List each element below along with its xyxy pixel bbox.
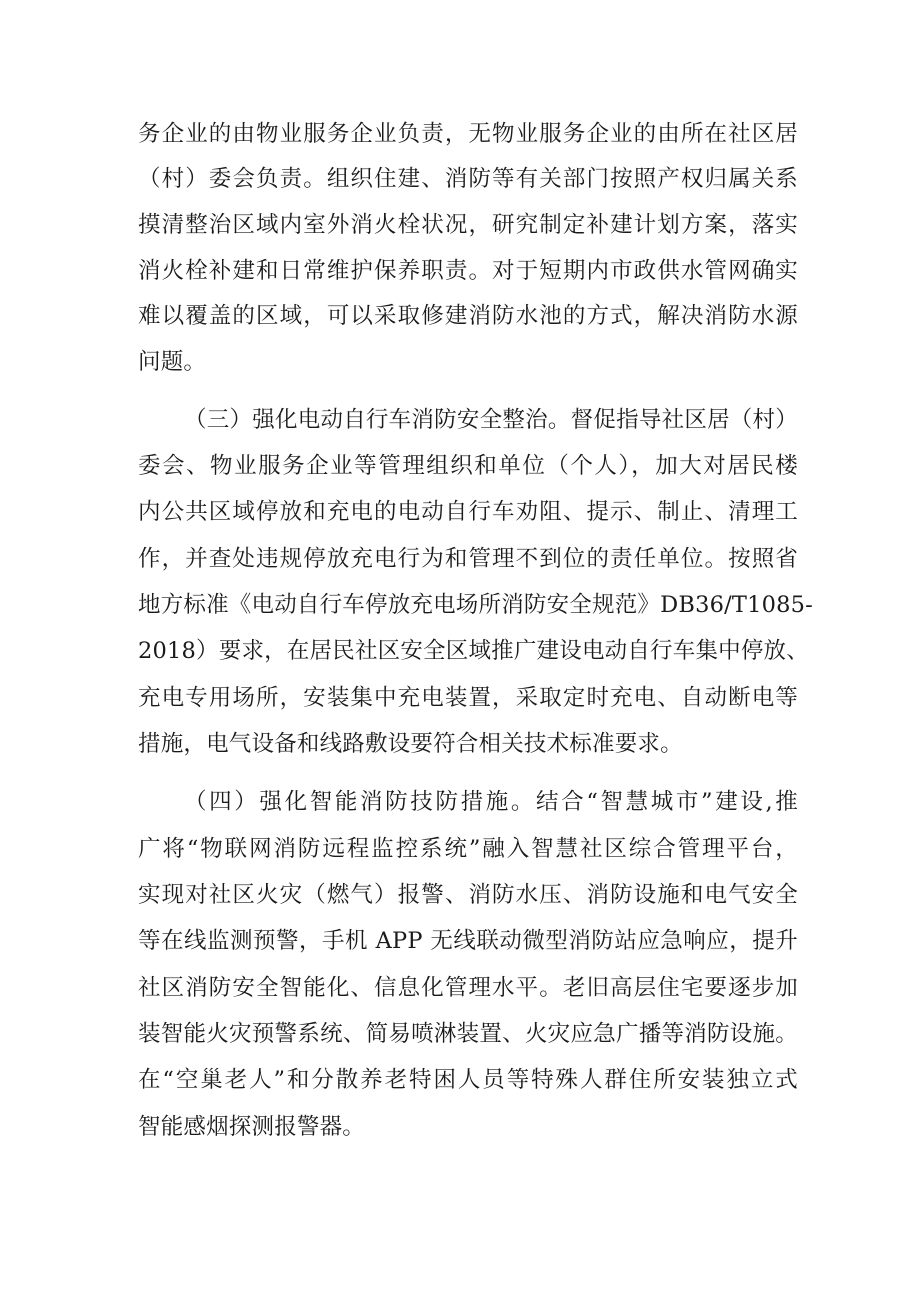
text-line: 难以覆盖的区域，可以采取修建消防水池的方式，解决消防水源 [138,303,798,329]
text-line: 内公共区域停放和充电的电动自行车劝阻、提示、制止、清理工 [138,499,798,525]
text-line: 充电专用场所，安装集中充电装置，采取定时充电、自动断电等 [138,685,798,711]
text-line: 摸清整治区域内室外消火栓状况，研究制定补建计划方案，落实 [138,212,798,238]
text-line: 问题。 [138,349,207,375]
text-line: 广将“物联网消防远程监控系统”融入智慧社区综合管理平台， [138,836,798,862]
text-line: 地方标准《电动自行车停放充电场所消防安全规范》DB36/T1085- [138,592,813,618]
text-line: 实现对社区火灾（燃气）报警、消防水压、消防设施和电气安全 [138,882,798,908]
text-line: 消火栓补建和日常维护保养职责。对于短期内市政供水管网确实 [138,258,798,284]
text-line: 委会、物业服务企业等管理组织和单位（个人），加大对居民楼 [138,453,798,479]
text-line: 2018）要求，在居民社区安全区域推广建设电动自行车集中停放、 [138,638,809,664]
text-line: 作，并查处违规停放充电行为和管理不到位的责任单位。按照省 [138,546,798,572]
text-line: 社区消防安全智能化、信息化管理水平。老旧高层住宅要逐步加 [138,975,798,1001]
text-line: 在“空巢老人”和分散养老特困人员等特殊人群住所安装独立式 [138,1067,798,1093]
text-line: 智能感烟探测报警器。 [138,1114,366,1140]
text-line: （村）委会负责。组织住建、消防等有关部门按照产权归属关系 [138,166,798,192]
text-line: 措施，电气设备和线路敷设要符合相关技术标准要求。 [138,731,683,757]
text-line: 等在线监测预警，手机 APP 无线联动微型消防站应急响应，提升 [138,928,798,954]
text-line: （三）强化电动自行车消防安全整治。督促指导社区居（村） [184,407,798,433]
text-line: 装智能火灾预警系统、简易喷淋装置、火灾应急广播等消防设施。 [138,1021,798,1047]
text-line: （四）强化智能消防技防措施。结合“智慧城市”建设,推 [184,789,798,815]
text-line: 务企业的由物业服务企业负责，无物业服务企业的由所在社区居 [138,121,798,147]
